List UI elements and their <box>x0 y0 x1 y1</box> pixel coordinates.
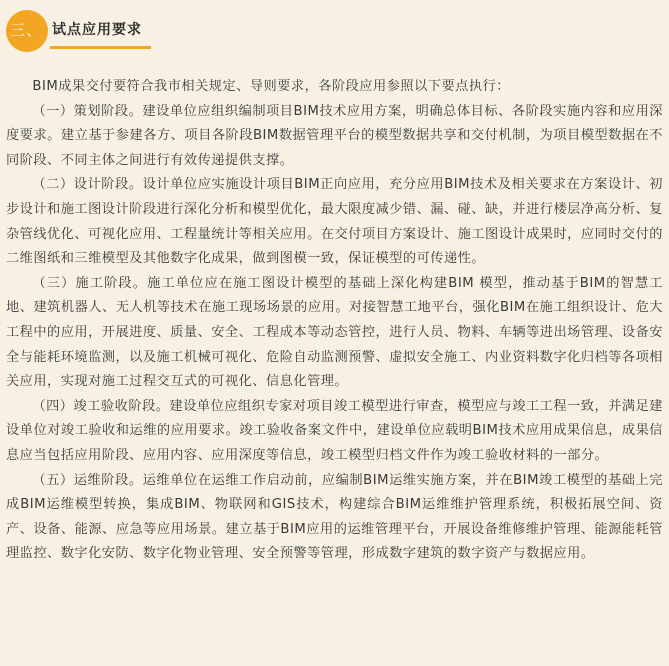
paragraph-design-stage: （二）设计阶段。设计单位应实施设计项目BIM正向应用，充分应用BIM技术及相关要求在方案设计、初步设计和施工图设计阶段进行深化分析和模型优化，最大限度减少错、漏、碰、缺，并进行楼层净高分析、复杂管线优化、可视化应用、工程量统计等相关应用。在交付项目方案设计、施工图设计成果时，应同时交付的二维图纸和三维模型及其他数字化成果，做到图模一致，保证模型的可传递性。 <box>6 177 663 267</box>
section-number: 三、 <box>10 21 43 39</box>
title-underline <box>50 46 151 49</box>
section-title: 试点应用要求 <box>52 22 142 38</box>
paragraph-intro: BIM成果交付要符合我市相关规定、导则要求，各阶段应用参照以下要点执行： <box>32 79 510 94</box>
paragraph-acceptance-stage: （四）竣工验收阶段。建设单位应组织专家对项目竣工模型进行审查，模型应与竣工工程一致，并满足建设单位对竣工验收和运维的应用要求。竣工验收备案文件中，建设单位应载明BIM技术应用成果信息，成果信息应当包括应用阶段、应用内容、应用深度等信息，竣工模型归档文件作为竣工验收材料的一部分。 <box>6 398 663 463</box>
paragraph-construction-stage: （三）施工阶段。施工单位应在施工图设计模型的基础上深化构建BIM 模型，推动基于BIM的智慧工地、建筑机器人、无人机等技术在施工现场场景的应用。对接智慧工地平台，强化BIM在施工组织设计、危大工程中的应用，开展进度、质量、安全、工程成本等动态管控，进行人员、物料、车辆等进出场管理、设备安全与能耗环境监测，以及施工机械可视化、危险自动监测预警、虚拟安全施工、内业资料数字化归档等各项相关应用，实现对施工过程交互式的可视化、信息化管理。 <box>6 275 663 390</box>
section-header <box>0 8 669 52</box>
paragraph-planning-stage: （一）策划阶段。建设单位应组织编制项目BIM技术应用方案，明确总体目标、各阶段实施内容和应用深度要求。建立基于参建各方、项目各阶段BIM数据管理平台的模型数据共享和交付机制，为项目模型数据在不同阶段、不同主体之间进行有效传递提供支撑。 <box>6 103 663 168</box>
paragraph-operation-stage: （五）运维阶段。运维单位在运维工作启动前，应编制BIM运维实施方案，并在BIM竣工模型的基础上完成BIM运维模型转换，集成BIM、物联网和GIS技术，构建综合BIM运维维护管理系统，积极拓展空间、资产、设备、能源、应急等应用场景。建立基于BIM应用的运维管理平台，开展设备维修维护管理、能源能耗管理监控、数字化安防、数字化物业管理、安全预警等管理，形成数字建筑的数字资产与数据应用。 <box>6 472 663 562</box>
document-body <box>6 75 663 567</box>
